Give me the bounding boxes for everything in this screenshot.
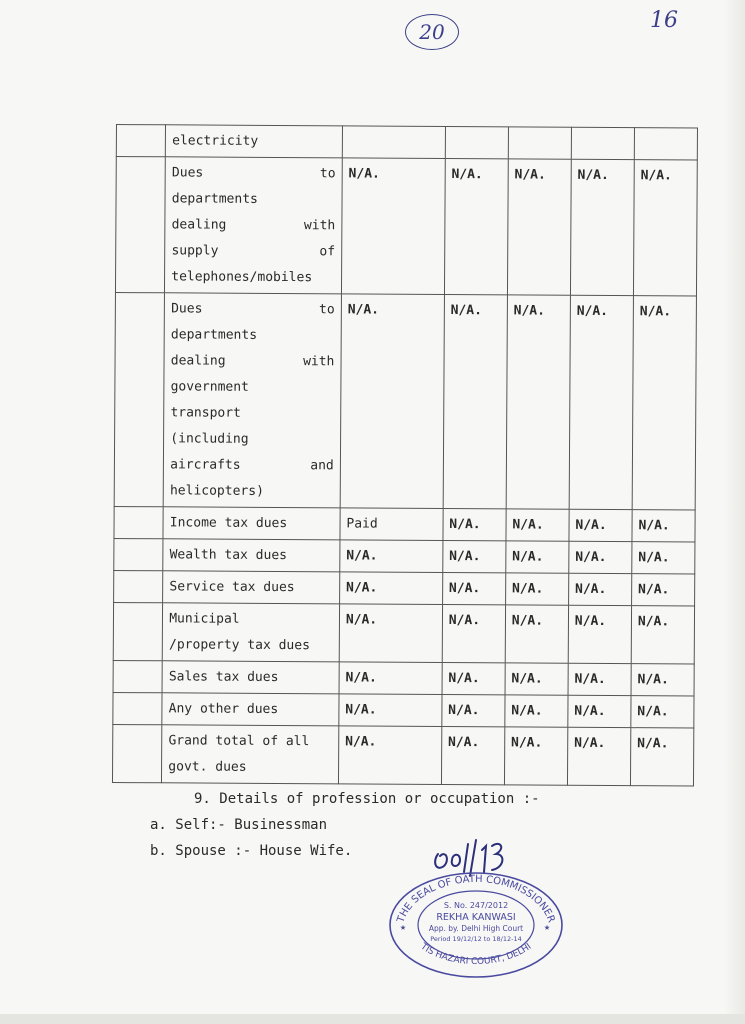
value-cell: N/A. [632,296,696,510]
row-label-cell [163,507,340,540]
value-cell: N/A. [505,573,568,605]
value-cell: N/A. [506,541,569,573]
row-label-cell [163,293,341,508]
value-cell [445,127,508,159]
stamp-outer-bottom-text: TIS HAZARI COURT, DELHI [418,941,534,968]
row-label-line: government [170,379,249,395]
value-cell: N/A. [631,606,694,664]
row-index-cell [114,570,163,602]
row-label-cell [162,693,339,726]
table-row [115,157,697,297]
stamp-line-serial: S. No. 247/2012 [443,901,509,910]
profession-heading: 9. Details of profession or occupation :- [194,791,540,807]
value-cell [342,126,445,159]
value-cell: N/A. [569,509,632,541]
row-label-line: Sales tax dues [168,669,279,686]
value-cell: Paid [340,508,443,541]
row-label-line: /property tax dues [169,637,310,654]
row-index-cell [115,157,165,293]
table-row [113,660,694,696]
table-row [114,292,696,510]
row-label-cell [162,661,339,694]
row-label-line: helicopters) [169,483,264,499]
row-label-cell [163,571,340,604]
row-label-line: telephones/mobiles [171,269,313,286]
value-cell: N/A. [570,159,634,295]
value-cell: N/A. [630,728,693,786]
value-cell: N/A. [442,695,505,727]
row-index-cell [113,660,162,692]
row-label-line: Any other dues [168,701,279,718]
row-index-cell [116,125,165,157]
value-cell: N/A. [569,541,632,573]
value-cell [508,127,571,159]
value-cell: N/A. [631,696,694,728]
stamp-outer-top-text: THE SEAL OF OATH COMMISSIONER [395,873,557,925]
row-label-line: Dues to [171,165,336,182]
row-label-line: departments [171,191,258,207]
page-edge-shadow [723,0,745,1024]
value-cell: N/A. [568,605,631,663]
value-cell: N/A. [505,663,568,695]
value-cell: N/A. [631,574,694,606]
table-row [112,724,693,786]
row-label-line: supply of [171,243,336,260]
value-cell: N/A. [339,572,442,605]
row-index-cell [114,538,163,570]
row-index-cell [113,692,162,724]
value-cell: N/A. [340,540,443,573]
value-cell: N/A. [568,663,631,695]
value-cell: N/A. [506,509,569,541]
table-row [113,692,694,728]
row-label-line: Dues to [171,301,335,318]
value-cell: N/A. [442,605,505,663]
page-bottom-edge [0,1014,745,1024]
row-index-cell [114,292,165,506]
row-label-line: Municipal [169,611,240,627]
value-cell: N/A. [339,662,442,695]
row-label-cell [165,157,342,294]
row-label-line: govt. dues [168,759,247,775]
row-index-cell [113,602,163,660]
row-label-line: (including [170,431,249,447]
row-index-cell [112,724,162,782]
row-label-line: dealing with [170,353,335,370]
value-cell: N/A. [443,509,506,541]
value-cell: N/A. [504,727,567,785]
row-label-line: electricity [172,133,259,149]
stamp-star-right: ★ [544,922,551,933]
value-cell: N/A. [441,727,504,785]
value-cell: N/A. [568,573,631,605]
value-cell: N/A. [444,159,508,295]
row-index-cell [114,506,163,538]
row-label-line: departments [170,327,258,343]
value-cell: N/A. [632,542,695,574]
row-label-cell [163,539,340,572]
stamp-line-period: Period 19/12/12 to 18/12-14 [430,935,522,943]
row-label-line: Service tax dues [169,579,295,596]
value-cell: N/A. [569,295,633,509]
table-row [113,602,694,664]
value-cell: N/A. [568,695,631,727]
oath-commissioner-stamp [386,870,566,980]
value-cell: N/A. [632,510,695,542]
row-label-line: dealing with [171,217,336,234]
value-cell: N/A. [507,159,571,295]
value-cell: N/A. [505,605,568,663]
row-label-cell [166,125,343,158]
value-cell: N/A. [633,160,697,296]
row-label-line: Grand total of all [168,733,310,750]
value-cell: N/A. [442,573,505,605]
value-cell: N/A. [442,663,505,695]
value-cell: N/A. [631,664,694,696]
corner-page-number: 16 [650,8,678,33]
value-cell [571,127,634,159]
value-cell: N/A. [443,295,507,509]
row-label-line: Income tax dues [169,515,288,532]
stamp-star-left: ★ [400,922,407,933]
row-label-line: transport [170,405,241,421]
value-cell: N/A. [505,695,568,727]
stamp-line-approval: App. by. Delhi High Court [428,924,524,933]
row-label-line: aircrafts and [170,457,334,474]
value-cell: N/A. [506,295,570,509]
value-cell: N/A. [443,541,506,573]
value-cell: N/A. [341,158,445,295]
table-row [114,506,695,542]
row-label-cell [162,725,339,784]
value-cell: N/A. [339,694,442,727]
value-cell: N/A. [567,727,630,785]
self-occupation: a. Self:- Businessman [150,817,328,833]
table-row [114,538,695,574]
value-cell: N/A. [338,726,441,785]
value-cell: N/A. [339,604,442,663]
spouse-occupation: b. Spouse :- House Wife. [150,843,353,859]
circled-page-number: 20 [405,14,459,50]
table-row [114,570,695,606]
value-cell: N/A. [340,294,444,509]
stamp-line-name: REKHA KANWASI [436,912,516,923]
row-label-cell [162,603,339,662]
table-row [116,125,697,161]
value-cell [634,128,697,160]
government-dues-table [112,124,698,787]
row-label-line: Wealth tax dues [169,547,288,564]
